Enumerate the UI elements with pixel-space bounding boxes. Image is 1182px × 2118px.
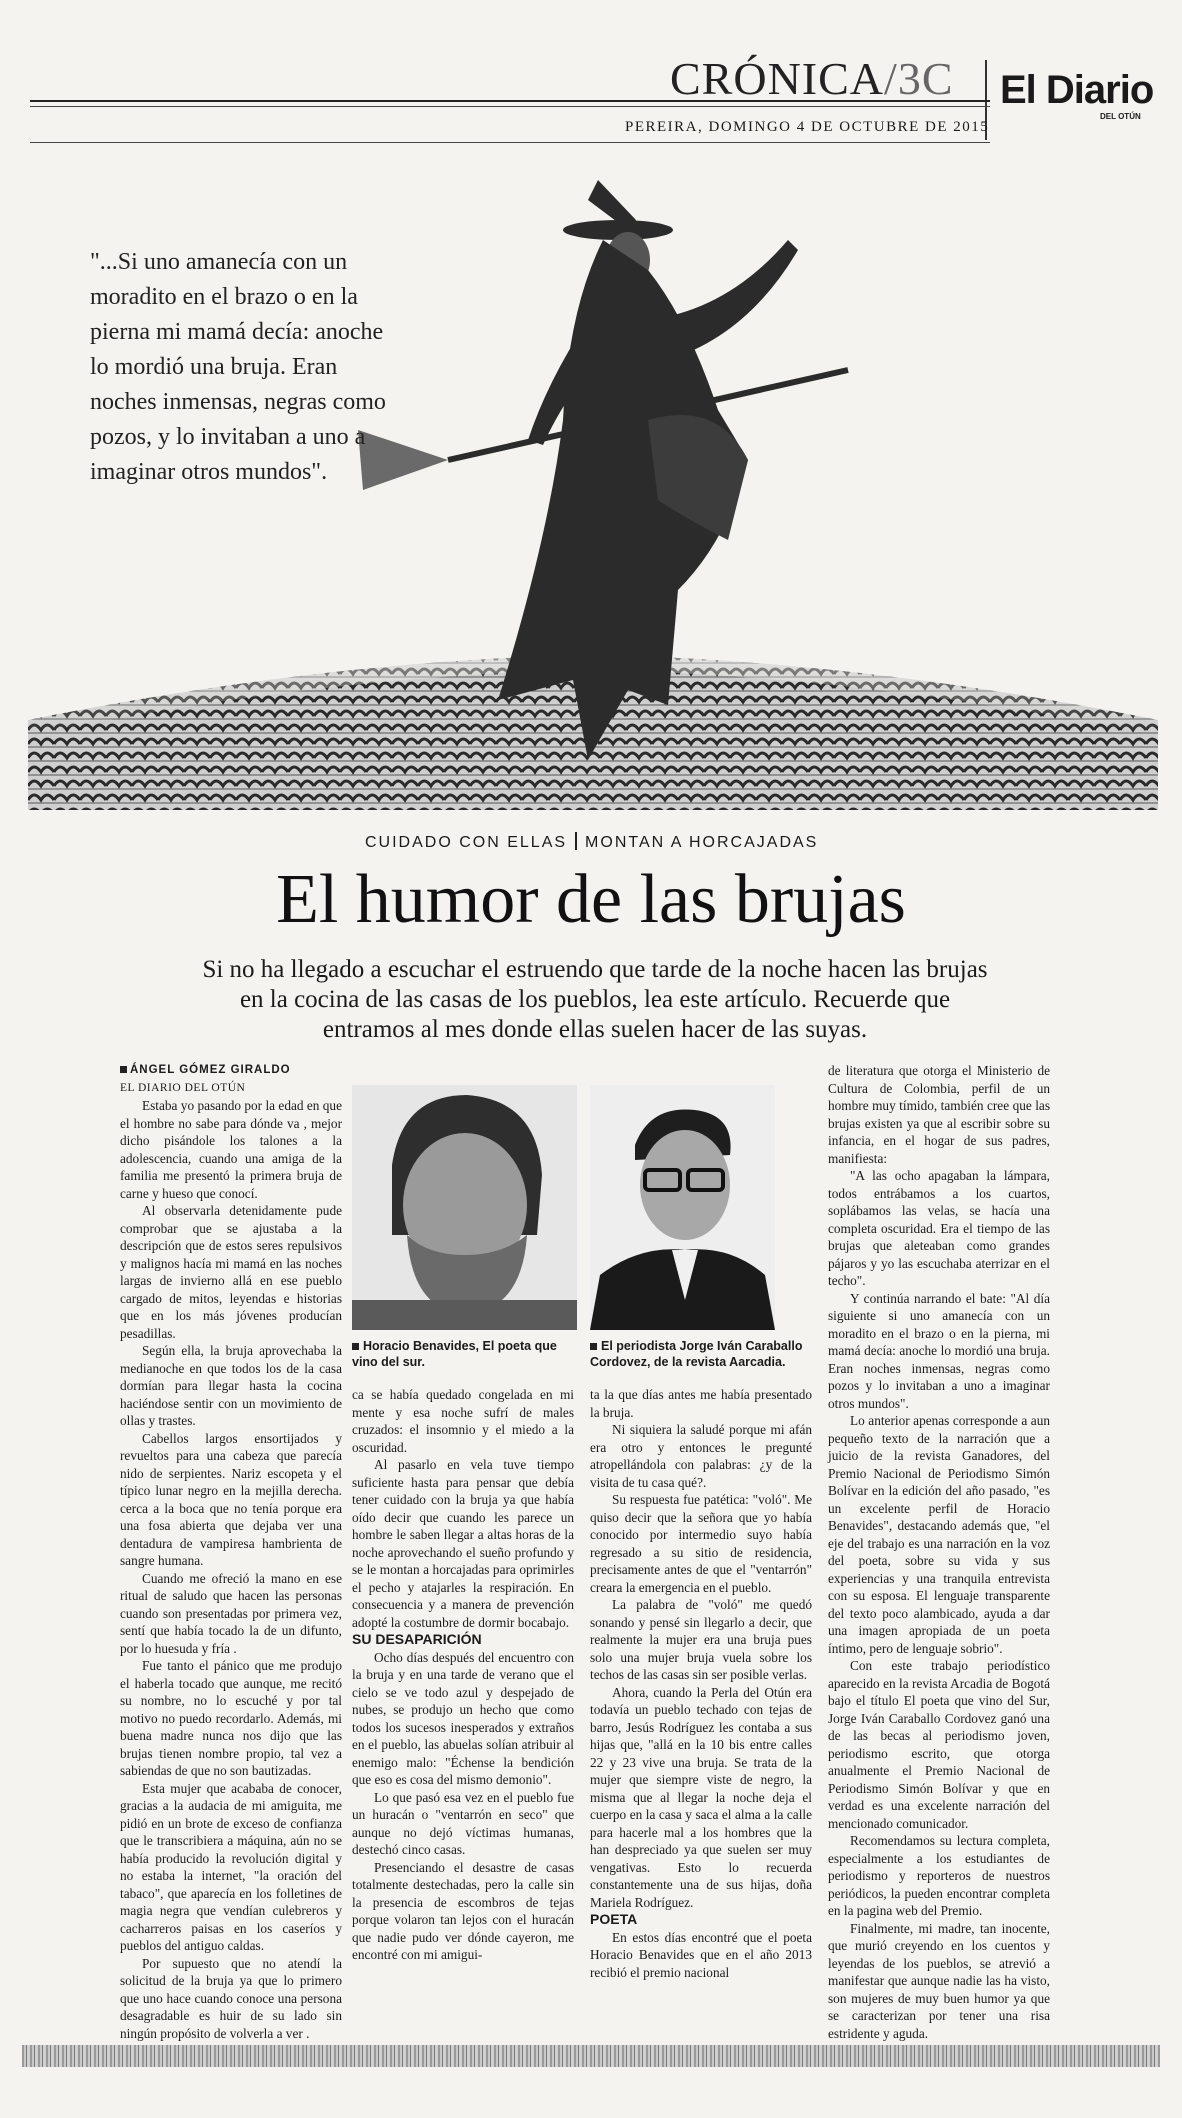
article-column-3 — [590, 1386, 812, 1981]
paragraph: ca se había quedado congelada en mi mente y esa noche sufrí de males cruzados: el insomnio y el miedo a la oscuridad. — [352, 1387, 574, 1455]
paragraph: Esta mujer que acababa de conocer, gracias a la audacia de mi amiguita, me pidió en un brote de exceso de confianza que le transcribiera a máquina, aún no se había producido la revolución digital y no estaba la internet, "la oración del tabaco", que aparecía en los folletines de magia negra que vendían culebreros y cacharreros paisas en los caseríos y pueblos del antiguo caldas. — [120, 1780, 342, 1953]
paragraph: Al observarla detenidamente pude comprobar que se ajustaba a la descripción que de estos seres repulsivos y malignos hacía mi mamá en las noches largas de invierno allá en ese pueblo cargado de mitos, leyendas e historias que en los más jóvenes producían pesadillas. — [120, 1203, 342, 1341]
kicker-left: CUIDADO CON ELLAS — [365, 834, 568, 851]
paragraph: Según ella, la bruja aprovechaba la medianoche en que todos los de la casa dormían para llegar hasta la cocina haciéndose sentir con un movimiento de ollas y trastes. — [120, 1343, 342, 1428]
caption-photo-2: El periodista Jorge Iván Caraballo Cordovez, de la revista Aarcadia. — [590, 1339, 803, 1369]
paragraph: Y continúa narrando el bate: "Al día siguiente si uno amanecía con un moradito en el brazo o en la pierna, mi mamá decía: anoche lo mordió una bruja. Eran noches inmensas, negras como pozos y lo invitaban a uno a imaginar otros mundos". — [828, 1290, 1050, 1411]
header-rule-thin — [30, 106, 990, 107]
subhead-poeta: POETA — [590, 1911, 638, 1927]
masthead-subtitle: DEL OTÚN — [1100, 112, 1141, 121]
kicker-separator — [575, 832, 577, 850]
paragraph: "A las ocho apagaban la lámpara, todos entrábamos a los cuartos, soplábamos las velas, se hacía una completa oscuridad. Era el tiempo de las brujas que aleteaban como grandes pájaros y yo las escuchaba aterrizar en el techo". — [828, 1168, 1050, 1288]
paragraph: En estos días encontré que el poeta Horacio Benavides que en el año 2013 recibió el premio nacional — [590, 1929, 812, 1980]
paragraph: Ocho días después del encuentro con la bruja y en una tarde de verano que el cielo se ve todo azul y despejado de nubes, se produjo un hecho que como todos los sucesos inesperados y extraños en el pueblo, las abuelas solían atribuir al enemigo malo: "Échense la bendición que eso es cosa del mismo demonio". — [352, 1649, 574, 1787]
pull-quote: "...Si uno amanecía con un moradito en el brazo o en la pierna mi mamá decía: anoche lo mordió una bruja. Eran noches inmensas, negras como pozos, y lo invitaban a uno a imaginar otros mundos". — [90, 249, 386, 485]
paragraph: Por supuesto que no atendí la solicitud de la bruja ya que lo primero que uno hace cuando conoce una persona desagradable es huir de su lado sin ningún propósito de volverla a ver . — [120, 1955, 342, 2041]
paragraph: Fue tanto el pánico que me produjo el haberla tocado que aunque, me recitó su nombre, no lo escuché y por tal motivo no puedo recordarlo. Además, mi buena madre nunca nos dijo que las brujas tienen nombre propio, tal vez a sabiendas de que no son bautizadas. — [120, 1658, 342, 1778]
paragraph: Ahora, cuando la Perla del Otún era todavía un pueblo techado con tejas de barro, Jesús Rodríguez les contaba a sus hijas que, "allá en la 10 bis entre calles 22 y 23 vive una bruja. Se trata de la mujer que siempre viste de negro, la misma que al llegar la noche deja el cuerpo en la casa y saca el alma a la calle para hacerle mal a los hombres que la han despreciado ya que suelen ser muy vengativas. Esto lo recuerda constantemente una de sus hijas, doña Mariela Rodríguez. — [590, 1684, 812, 1910]
paragraph: Recomendamos su lectura completa, especialmente a los estudiantes de periodismo y reporteros de nuestros periódicos, la pueden encontrar completa en la pagina web del Premio. — [828, 1833, 1050, 1918]
section-title: CRÓNICA/3C — [670, 53, 954, 104]
kicker — [365, 832, 818, 852]
paragraph: Ni siquiera la saludé porque mi afán era otro y entonces le pregunté atropellándola con palabras: ¿y de la visita de tu casa qué?. — [590, 1422, 812, 1490]
paragraph: Su respuesta fue patética: "voló". Me quiso decir que la señora que yo había conocido por intermedio suyo había regresado a su sitio de residencia, precisamente antes de que el "ventarrón" creara la emergencia en el pueblo. — [590, 1492, 812, 1595]
paragraph: Lo que pasó esa vez en el pueblo fue un huracán o "ventarrón en seco" que aunque no dejó víctimas humanas, destechó cinco casas. — [352, 1789, 574, 1857]
paragraph: Finalmente, mi madre, tan inocente, que murió creyendo en los cuentos y leyendas de los pueblos, se atrevió a manifestar que aunque nadie las ha visto, son mujeres de muy buen humor ya que se caracterizan por tener una risa estridente y aguda. — [828, 1920, 1050, 2041]
paragraph: ta la que días antes me había presentado la bruja. — [590, 1387, 812, 1420]
paragraph: La palabra de "voló" me quedó sonando y pensé sin llegarlo a decir, que realmente la mujer era una bruja pues solo una mujer bruja vuela sobre los techos de las casas sin ser posible verlas. — [590, 1597, 812, 1682]
paragraph: Presenciando el desastre de casas totalmente destechadas, pero la calle sin la presencia de escombros de tejas porque volaron tan lejos con el huracán que nadie pudo ver dónde cayeron, me encontré con mi amigui- — [352, 1859, 574, 1962]
paragraph: Estaba yo pasando por la edad en que el hombre no sabe para dónde va , mejor dicho pisándole los talones a la adolescencia, cuando una amiga de la familia me presentó la primera bruja de carne y hueso que conocí. — [120, 1098, 342, 1201]
page-number: 3C — [897, 53, 954, 104]
masthead-logo: El Diario — [1000, 68, 1154, 112]
paragraph: Al pasarlo en vela tuve tiempo suficiente hasta para pensar que debía tener cuidado con la bruja ya que había oído decir que cuando les parece un hombre le saben llegar a altas horas de la noche aprovechando el sueño profundo y se le montan a horcajadas para oprimirles el pecho y atajarles la respiración. En consecuencia y a manera de prevención adopté la costumbre de dormir bocabajo. — [352, 1457, 574, 1630]
byline: ÁNGEL GÓMEZ GIRALDO — [120, 1062, 342, 1080]
paragraph: Con este trabajo periodístico aparecido en la revista Arcadia de Bogotá bajo el título El poeta que vino del Sur, Jorge Iván Caraballo Cordovez ganó una de las becas al periodismo joven, periodismo escrito, que otorga anualmente el Premio Nacional de Periodismo Simón Bolívar y que en verdad es una excelente narración del mencionado comunicador. — [828, 1658, 1050, 1831]
article-column-4 — [828, 1062, 1050, 2042]
caption-bullet-icon — [352, 1343, 359, 1350]
photo-horacio-benavides — [352, 1085, 577, 1330]
paragraph: Cabellos largos ensortijados y revueltos para una cabeza que parecía nido de serpientes. Nariz escopeta y el típico lunar negro en la mejilla derecha. cerca a la boca que no tenía porque era una fosa abierta que dejaba ver una dentadura de vampiresa hambrienta de sangre humana. — [120, 1430, 342, 1568]
article-column-1 — [120, 1062, 342, 2060]
footer-band — [22, 2045, 1160, 2067]
subhead-su-desaparicion: SU DESAPARICIÓN — [352, 1631, 482, 1647]
photo-jorge-ivan-caraballo — [590, 1085, 775, 1330]
byline-org: EL DIARIO DEL OTÚN — [120, 1081, 246, 1094]
dateline-rule — [30, 142, 990, 143]
paragraph: Cuando me ofreció la mano en ese ritual de saludo que hacen las personas cuando son presentadas por primera vez, sentí que había tocado la de un difunto, por lo huesuda y fría . — [120, 1570, 342, 1656]
dateline: PEREIRA, DOMINGO 4 DE OCTUBRE DE 2015 — [625, 119, 990, 135]
deck: Si no ha llegado a escuchar el estruendo que tarde de la noche hacen las brujas en la cocina de las casas de los pueblos, lea este artículo. Recuerde que entramos al mes donde ellas suelen hacer de las suyas. — [202, 956, 988, 1043]
article-column-2 — [352, 1386, 574, 1964]
kicker-right: MONTAN A HORCAJADAS — [585, 834, 819, 851]
headline: El humor de las brujas — [276, 861, 906, 938]
paragraph: de literatura que otorga el Ministerio de Cultura de Colombia, perfil de un hombre muy tímido, también cree que las brujas existen ya que al escribir sobre su infancia, en el hogar de sus padres, manifiesta: — [828, 1063, 1050, 1166]
caption-bullet-icon — [590, 1343, 597, 1350]
header-rule — [30, 100, 990, 102]
paragraph: Lo anterior apenas corresponde a aun pequeño texto de la narración que a juicio de la revista Ganadores, del Premio Nacional de Periodismo Simón Bolívar en la edición del año pasado, "es un excelente perfil de Horacio Benavides", destacando además que, "el eje del trabajo es una narración en la voz del poeta, sobre su vida y sus experiencias y una tranquila entrevista con su esposa. El lenguaje transparente del texto poco alambicado, ayuda a dar una imagen apropiada de un poeta íntimo, pero de lenguaje sobrio". — [828, 1413, 1050, 1656]
caption-photo-1: Horacio Benavides, El poeta que vino del sur. — [352, 1339, 557, 1369]
